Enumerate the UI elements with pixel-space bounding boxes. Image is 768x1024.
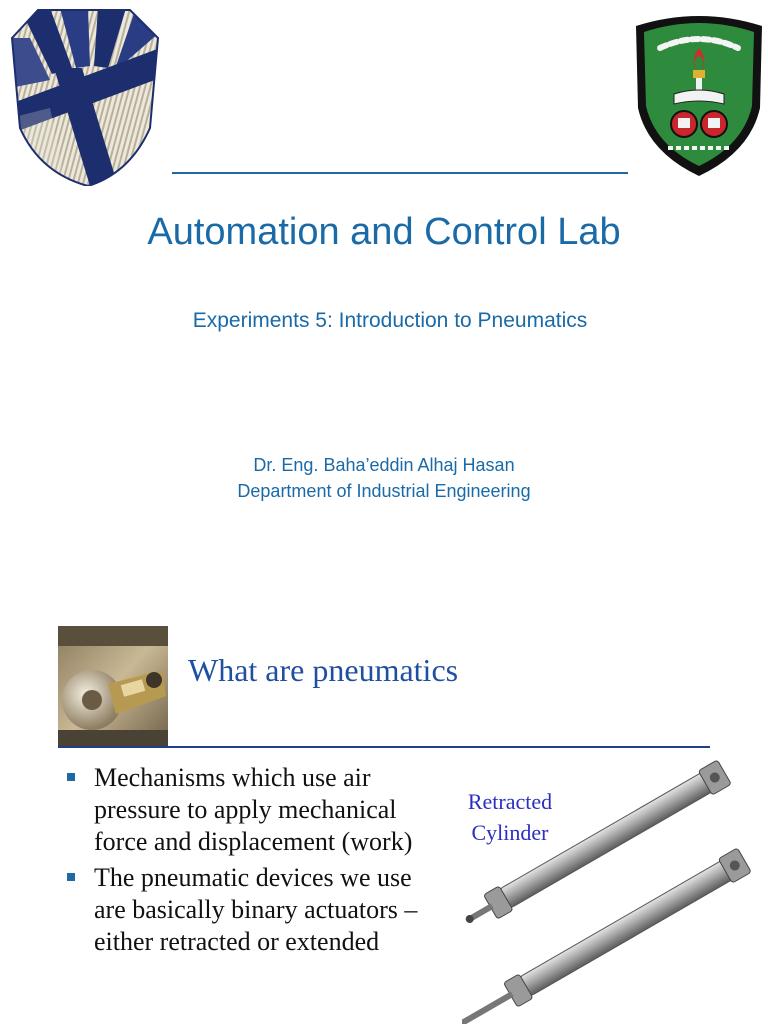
slide-title: Automation and Control Lab xyxy=(147,211,621,253)
title-divider xyxy=(172,172,628,174)
author-name: Dr. Eng. Baha’eddin Alhaj Hasan xyxy=(253,455,515,475)
department-name: Department of Industrial Engineering xyxy=(237,481,531,501)
faculty-shield-logo xyxy=(10,8,160,186)
bullet-list xyxy=(64,762,424,962)
figure-label: Retracted Cylinder xyxy=(467,789,553,845)
square-bullet-icon xyxy=(67,873,75,881)
machining-tool-photo xyxy=(58,626,168,746)
heading-divider xyxy=(58,746,710,748)
bullet-text: Mechanisms which use air pressure to apply mechanical force and displacement (work) xyxy=(94,763,413,856)
bullet-item xyxy=(64,762,424,858)
university-crest-logo xyxy=(632,12,766,178)
section-heading: What are pneumatics xyxy=(188,652,459,688)
slide-subtitle: Experiments 5: Introduction to Pneumatics xyxy=(192,309,588,332)
bullet-text: The pneumatic devices we use are basically binary actuators – either retracted or extended xyxy=(94,863,418,956)
bullet-item xyxy=(64,862,424,958)
square-bullet-icon xyxy=(67,773,75,781)
